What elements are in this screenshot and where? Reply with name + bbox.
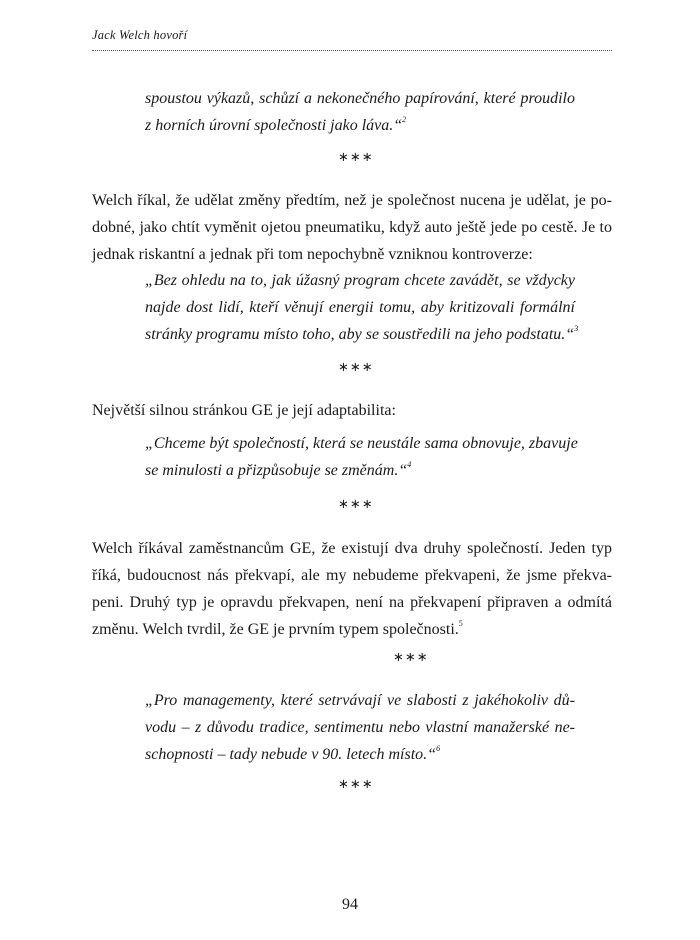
section-separator: ∗∗∗ — [393, 650, 429, 665]
footnote-ref: 4 — [407, 460, 412, 469]
text-line: Welch říkal, že udělat změny předtím, než je společnost nucena je udělat, je po- — [92, 192, 612, 209]
text-line: změnu. Welch tvrdil, že GE je prvním typem společnosti.$^5$ — [92, 619, 463, 638]
body-paragraph — [92, 187, 612, 268]
body-paragraph — [92, 397, 612, 424]
text-line: z horních úrovní společnosti jako láva.“$^2$ — [145, 115, 407, 134]
footnote-ref: 5 — [458, 619, 463, 628]
quote-block — [145, 85, 575, 139]
text-line: stránky programu místo toho, aby se soustředili na jeho podstatu.“$^3$ — [145, 324, 579, 343]
header-rule — [92, 50, 612, 51]
footnote-ref: 3 — [574, 324, 579, 333]
text-line: dobné, jako chtít vyměnit ojetou pneumatiku, když auto ještě jede po cestě. Je to — [92, 219, 612, 236]
text-line: Největší silnou stránkou GE je její adaptabilita: — [92, 402, 396, 419]
footnote-ref: 2 — [402, 115, 407, 124]
section-separator: ∗∗∗ — [338, 497, 374, 512]
section-separator: ∗∗∗ — [338, 360, 374, 375]
text-line: jednak riskantní a jednak při tom nepochybně vzniknou kontroverze: — [92, 246, 533, 263]
quote-block — [145, 430, 578, 484]
text-line: „Pro managementy, které setrvávají ve slabosti z jakéhokoliv dů- — [145, 692, 575, 709]
text-line: „Bez ohledu na to, jak úžasný program chcete zavádět, se vždycky — [145, 272, 575, 289]
body-paragraph — [92, 535, 612, 643]
text-line: „Chceme být společností, která se neustále sama obnovuje, zbavuje — [145, 435, 578, 452]
page-number: 94 — [342, 896, 358, 913]
text-line: říká, budoucnost nás překvapí, ale my nebudeme překvapeni, že jsme překva- — [92, 567, 612, 584]
text-line: peni. Druhý typ je opravdu překvapen, není na překvapení připraven a odmítá — [92, 594, 612, 611]
footnote-ref: 6 — [436, 744, 441, 753]
text-line: spoustou výkazů, schůzí a nekonečného papírování, které proudilo — [145, 90, 575, 107]
section-separator: ∗∗∗ — [338, 150, 374, 165]
text-line: najde dost lidí, kteří věnují energii tomu, aby kritizovali formální — [145, 299, 575, 316]
quote-block — [145, 687, 575, 768]
section-separator: ∗∗∗ — [338, 777, 374, 792]
running-header: Jack Welch hovoří — [92, 28, 188, 42]
text-line: schopnosti – tady nebude v 90. letech místo.“$^6$ — [145, 744, 441, 763]
text-line: vodu – z důvodu tradice, sentimentu nebo vlastní manažerské ne- — [145, 719, 575, 736]
quote-block — [145, 267, 579, 348]
text-line: Welch říkával zaměstnancům GE, že existují dva druhy společností. Jeden typ — [92, 540, 612, 557]
text-line: se minulosti a přizpůsobuje se změnám.“$^4$ — [145, 460, 412, 479]
